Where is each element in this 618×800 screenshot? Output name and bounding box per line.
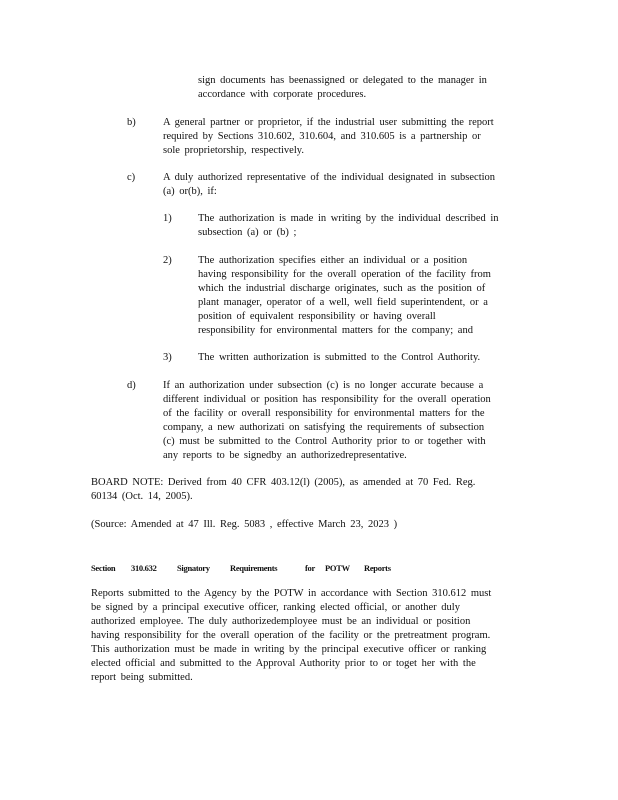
text-line: report being submitted. <box>91 672 193 683</box>
subitem-marker-1: 1) <box>163 213 172 224</box>
text-line: sign documents has beenassigned or delegated to the manager in <box>198 75 487 86</box>
item-marker-b: b) <box>127 117 136 128</box>
section-heading-word: Section <box>91 563 116 573</box>
text-line: position of equivalent responsibility or having overall <box>198 311 436 322</box>
source-note-text: (Source: Amended at 47 Ill. Reg. 5083 , effective March 23, 2023 ) <box>91 519 398 530</box>
subitem-1-paragraph <box>198 212 499 240</box>
text-line: company, a new authorizati on satisfying the requirements of subsection <box>163 422 485 433</box>
text-line: having responsibility for the overall operation of the facility or the pretreatment program. <box>91 630 491 641</box>
board-note <box>91 476 475 504</box>
text-line: (a) or(b), if: <box>163 186 217 197</box>
text-line: 60134 (Oct. 14, 2005). <box>91 491 193 502</box>
item-d-paragraph <box>163 379 491 463</box>
section-heading-word: Signatory <box>177 563 210 573</box>
item-marker-c: c) <box>127 172 136 183</box>
source-note <box>91 518 397 532</box>
text-line: any reports to be signedby an authorizedrepresentative. <box>163 450 407 461</box>
section-heading <box>91 561 511 573</box>
section-heading-number: 310.632 <box>131 563 157 573</box>
item-c-paragraph <box>163 171 495 199</box>
text-line: Reports submitted to the Agency by the POTW in accordance with Section 310.612 must <box>91 588 492 599</box>
text-line: be signed by a principal executive officer, ranking elected official, or another duly <box>91 602 460 613</box>
text-line: This authorization must be made in writing by the principal executive officer or ranking <box>91 644 487 655</box>
text-line: A general partner or proprietor, if the industrial user submitting the report <box>163 117 494 128</box>
continuation-paragraph <box>198 74 487 102</box>
text-line: accordance with corporate procedures. <box>198 89 367 100</box>
section-body-paragraph <box>91 587 491 685</box>
text-line: plant manager, operator of a well, well field superintendent, or a <box>198 297 488 308</box>
section-heading-word: POTW <box>325 563 350 573</box>
section-heading-word: Requirements <box>230 563 278 573</box>
text-line: (c) must be submitted to the Control Authority prior to or together with <box>163 436 486 447</box>
text-line: The authorization is made in writing by the individual described in <box>198 213 499 224</box>
text-line: The authorization specifies either an individual or a position <box>198 255 468 266</box>
text-line: BOARD NOTE: Derived from 40 CFR 403.12(l) (2005), as amended at 70 Fed. Reg. <box>91 477 476 488</box>
section-heading-word: for <box>305 563 315 573</box>
text-line: responsibility for environmental matters for the company; and <box>198 325 473 336</box>
subitem-marker-3: 3) <box>163 352 172 363</box>
item-marker-d: d) <box>127 380 136 391</box>
text-line: A duly authorized representative of the individual designated in subsection <box>163 172 496 183</box>
text-line: having responsibility for the overall operation of the facility from <box>198 269 491 280</box>
text-line: sole proprietorship, respectively. <box>163 145 304 156</box>
text-line: which the industrial discharge originates, such as the position of <box>198 283 486 294</box>
subitem-3-paragraph <box>198 351 480 365</box>
text-line: The written authorization is submitted to the Control Authority. <box>198 352 481 363</box>
text-line: of the facility or overall responsibility for environmental matters for the <box>163 408 485 419</box>
text-line: If an authorization under subsection (c) is no longer accurate because a <box>163 380 484 391</box>
text-line: different individual or position has responsibility for the overall operation <box>163 394 491 405</box>
text-line: elected official and submitted to the Approval Authority prior to or toget her with the <box>91 658 476 669</box>
item-b-paragraph <box>163 116 494 158</box>
text-line: subsection (a) or (b) ; <box>198 227 297 238</box>
text-line: required by Sections 310.602, 310.604, and 310.605 is a partnership or <box>163 131 481 142</box>
section-heading-word: Reports <box>364 563 391 573</box>
subitem-marker-2: 2) <box>163 255 172 266</box>
text-line: authorized employee. The duly authorizedemployee must be an individual or position <box>91 616 471 627</box>
subitem-2-paragraph <box>198 254 491 338</box>
